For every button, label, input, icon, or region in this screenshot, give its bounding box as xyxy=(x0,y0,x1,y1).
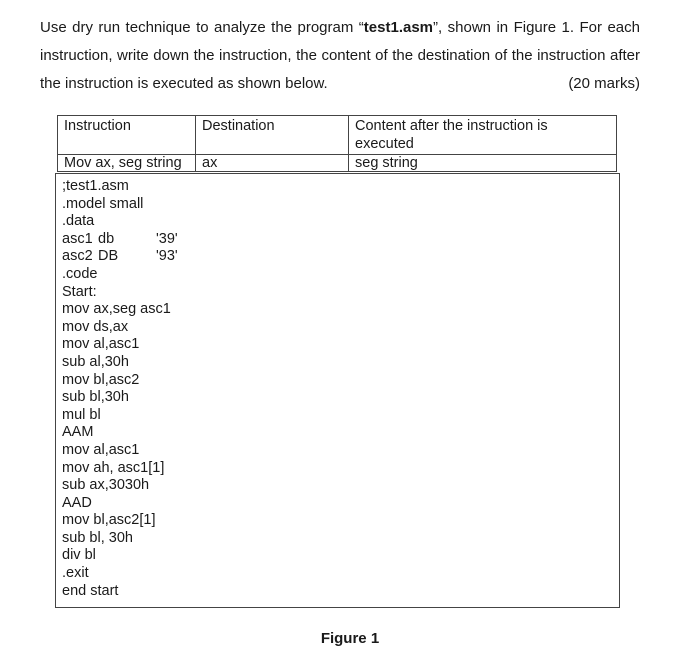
code-line-data-def: asc2 DB '93' xyxy=(62,248,178,265)
table-header-row xyxy=(58,116,617,155)
question-line-1: Use dry run technique to analyze the program “test1.asm”, shown in Figure 1. For each xyxy=(40,19,640,36)
header-instruction: Instruction xyxy=(58,116,196,155)
code-line: Start: xyxy=(62,283,97,300)
code-line: .data xyxy=(62,213,95,230)
code-line: AAM xyxy=(62,424,94,441)
code-line: mov al,asc1 xyxy=(62,441,140,458)
question-line-2: instruction, write down the instruction, the content of the destination of the instruction after xyxy=(40,47,640,64)
question-line-3: the instruction is executed as shown below. (20 marks) xyxy=(40,70,640,98)
table-row xyxy=(58,155,617,172)
code-line-data-def: asc1 db '39' xyxy=(62,230,178,247)
marks-label: (20 marks) xyxy=(568,75,640,92)
code-line: mul bl xyxy=(62,406,101,423)
cell-instruction: Mov ax, seg string xyxy=(58,155,196,172)
code-line: .exit xyxy=(62,565,89,582)
code-line: div bl xyxy=(62,547,96,564)
code-line: sub bl, 30h xyxy=(62,529,133,546)
code-line: AAD xyxy=(62,494,92,511)
code-line: mov bl,asc2 xyxy=(62,371,140,388)
code-line: sub ax,3030h xyxy=(62,477,150,494)
code-line: mov ax,seg asc1 xyxy=(62,301,171,318)
answer-table xyxy=(57,115,617,172)
cell-content: seg string xyxy=(349,155,617,172)
code-line: sub al,30h xyxy=(62,353,129,370)
code-line: mov al,asc1 xyxy=(62,336,140,353)
code-line: sub bl,30h xyxy=(62,389,129,406)
code-line: mov bl,asc2[1] xyxy=(62,512,156,529)
cell-destination: ax xyxy=(196,155,349,172)
code-line: mov ds,ax xyxy=(62,318,129,335)
header-content: Content after the instruction is executed xyxy=(349,116,617,155)
code-listing xyxy=(55,173,620,608)
code-line: .model small xyxy=(62,195,144,212)
question-text xyxy=(40,14,640,98)
code-line: .code xyxy=(62,265,98,282)
code-line: end start xyxy=(62,582,119,599)
figure-caption: Figure 1 xyxy=(320,630,380,647)
code-line: mov ah, asc1[1] xyxy=(62,459,165,476)
program-filename: test1.asm xyxy=(363,19,434,36)
header-destination: Destination xyxy=(196,116,349,155)
code-line: ;test1.asm xyxy=(62,178,129,194)
